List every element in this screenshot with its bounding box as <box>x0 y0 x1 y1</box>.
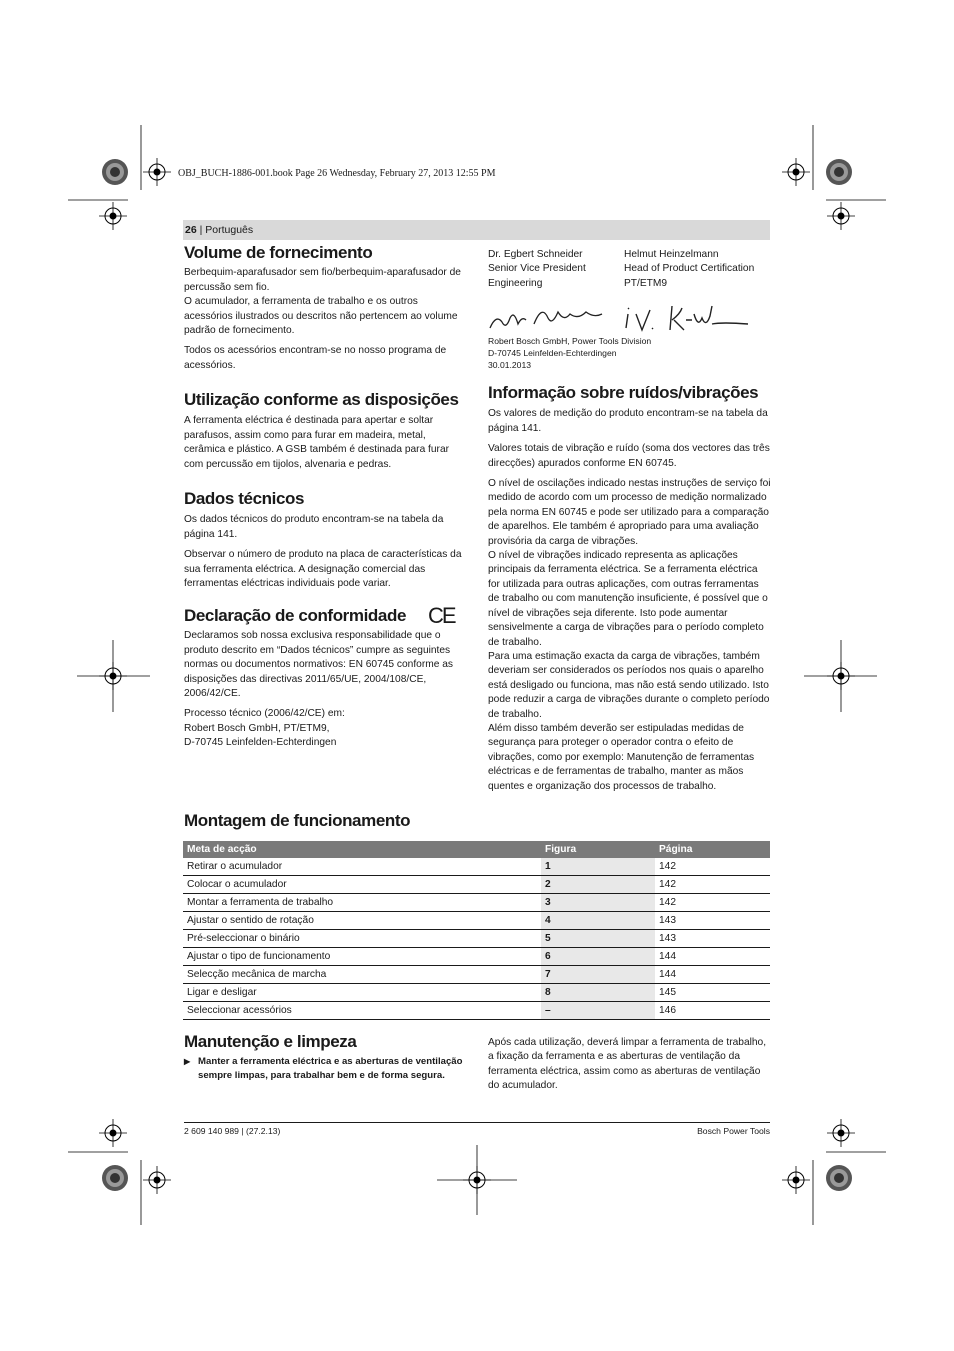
dados-p1: Os dados técnicos do produto encontram-se na tabela da página 141. <box>184 514 444 540</box>
ruidos-p3: O nível de oscilações indicado nestas instruções de serviço foi medido de acordo com um processo de medição normalizado pela norma EN 60745 e pode ser utilizado para a comparação de aparelhos. Ele também é apropriado para uma avaliação provisória da carga de vibrações. <box>488 478 771 547</box>
declaracao-p2-l2: Robert Bosch GmbH, PT/ETM9, <box>184 722 330 734</box>
cell-figure: 3 <box>541 894 655 912</box>
cell-action: Ajustar o sentido de rotação <box>183 912 541 930</box>
cell-page: 142 <box>655 894 770 912</box>
cell-action: Selecção mecânica de marcha <box>183 966 541 984</box>
ruidos-p2: Valores totais de vibração e ruído (soma dos vectores das três direcções) apurados conforme EN 60745. <box>488 443 770 469</box>
cell-action: Ligar e desligar <box>183 984 541 1002</box>
header-language: Português <box>205 224 254 236</box>
col-header-pagina: Página <box>655 841 770 858</box>
table-row <box>183 912 770 930</box>
heading-manutencao: Manutenção e limpeza <box>184 1032 357 1051</box>
montagem-table <box>183 841 770 1020</box>
col-header-figura: Figura <box>541 841 655 858</box>
signatory-footer <box>488 336 771 371</box>
heading-utilizacao: Utilização conforme as disposições <box>184 390 459 409</box>
bullet-arrow-icon: ▶ <box>184 1057 191 1067</box>
table-row <box>183 858 770 876</box>
cell-figure: 4 <box>541 912 655 930</box>
section-montagem <box>184 811 410 831</box>
cell-action: Seleccionar acessórios <box>183 1002 541 1020</box>
heading-declaracao: Declaração de conformidade <box>184 606 407 625</box>
signatory-company: Robert Bosch GmbH, Power Tools Division <box>488 336 652 346</box>
signatory-right-dept: PT/ETM9 <box>624 277 668 289</box>
cell-figure: 2 <box>541 876 655 894</box>
cell-figure: 7 <box>541 966 655 984</box>
ruidos-p5: Para uma estimação exacta da carga de vibrações, também deveriam ser considerados os períodos nos quais o aparelho está desligado ou funciona, mas não está sendo utilizado. Isto pode reduzir a carga de vibrações durante o completo período de trabalho. <box>488 650 770 720</box>
cell-action: Retirar o acumulador <box>183 858 541 876</box>
montagem-table-wrap <box>183 841 770 1020</box>
signatory-date: 30.01.2013 <box>488 359 532 370</box>
section-dados <box>184 489 467 597</box>
cell-figure: 5 <box>541 930 655 948</box>
heading-ruidos: Informação sobre ruídos/vibrações <box>488 383 759 402</box>
table-row <box>183 966 770 984</box>
manutencao-p1: Após cada utilização, deverá limpar a ferramenta de trabalho, a fixação da ferramenta e as aberturas de ventilação da ferramenta eléctrica, assim como as aberturas de ventilação do acumulador. <box>488 1037 767 1092</box>
signatory-left-name: Dr. Egbert Schneider <box>488 249 583 260</box>
cell-action: Ajustar o tipo de funcionamento <box>183 948 541 966</box>
cell-action: Pré-seleccionar o binário <box>183 930 541 948</box>
footer-left: 2 609 140 989 | (27.2.13) <box>184 1126 281 1136</box>
col-header-meta: Meta de acção <box>183 841 541 858</box>
handwritten-signatures <box>486 300 756 336</box>
page-header <box>183 220 770 240</box>
cell-action: Colocar o acumulador <box>183 876 541 894</box>
table-row <box>183 984 770 1002</box>
cell-action: Montar a ferramenta de trabalho <box>183 894 541 912</box>
signatory-left-dept: Engineering <box>488 277 543 289</box>
table-header-row <box>183 841 770 858</box>
table-row <box>183 894 770 912</box>
volume-p2: O acumulador, a ferramenta de trabalho e os outros acessórios ilustrados ou descritos não pertencem ao volume padrão de fornecimento. <box>184 296 458 337</box>
header-separator: | <box>199 224 203 236</box>
declaracao-p2-l3: D-70745 Leinfelden-Echterdingen <box>184 737 337 749</box>
signatory-right-name: Helmut Heinzelmann <box>624 249 719 260</box>
cell-page: 142 <box>655 876 770 894</box>
table-row <box>183 876 770 894</box>
heading-montagem: Montagem de funcionamento <box>184 811 411 830</box>
cell-figure: 1 <box>541 858 655 876</box>
cell-page: 144 <box>655 966 770 984</box>
section-volume <box>184 243 467 379</box>
cell-page: 142 <box>655 858 770 876</box>
print-info-line: OBJ_BUCH-1886-001.book Page 26 Wednesday, February 27, 2013 12:55 PM <box>178 168 496 179</box>
page-number: 26 <box>185 224 197 236</box>
manutencao-warning: Manter a ferramenta eléctrica e as aberturas de ventilação sempre limpas, para trabalhar bem e de forma segura. <box>198 1056 463 1081</box>
ce-mark-icon: CE <box>428 603 455 628</box>
declaracao-p1: Declaramos sob nossa exclusiva responsabilidade que o produto descrito em “Dados técnicos” cumpre as seguintes normas ou documentos normativos: EN 60745 conforme as disposições das directivas 2011/65/UE, 2004/108/CE, 2006/42/CE. <box>184 630 453 700</box>
signatory-address: D-70745 Leinfelden-Echterdingen <box>488 347 617 358</box>
footer-right: Bosch Power Tools <box>697 1126 770 1136</box>
cell-page: 143 <box>655 930 770 948</box>
ruidos-p1: Os valores de medição do produto encontram-se na tabela da página 141. <box>488 408 768 434</box>
cell-figure: – <box>541 1002 655 1020</box>
ruidos-p6: Além disso também deverão ser estipuladas medidas de segurança para proteger o operador contra o efeito de vibrações, como por exemplo: Manutenção de ferramentas eléctricas e de ferramentas de trabalho, manter as mãos quentes e organização dos processos de trabalho. <box>488 722 755 792</box>
table-row <box>183 948 770 966</box>
signatory-left-title: Senior Vice President <box>488 263 586 275</box>
heading-volume: Volume de fornecimento <box>184 243 373 262</box>
table-row <box>183 1002 770 1020</box>
volume-p3: Todos os acessórios encontram-se no nosso programa de acessórios. <box>184 345 447 371</box>
cell-page: 144 <box>655 948 770 966</box>
utilizacao-p1: A ferramenta eléctrica é destinada para apertar e soltar parafusos, assim como para furar em madeira, metal, cerâmica e plástico. A GSB também é destinada para furar com percussão em tijolos, alvenaria e pedras. <box>184 415 450 470</box>
ruidos-p4: O nível de vibrações indicado representa as aplicações principais da ferramenta eléctrica. Se a ferramenta eléctrica for utilizada para outras aplicações, com outras ferramentas de trabalho ou com manutenção insuficiente, é possível que o nível de vibrações seja diferente. Isto pode aumentar sensivelmente a carga de vibrações para o período completo de trabalho. <box>488 550 768 648</box>
manutencao-p1-wrap <box>488 1036 771 1100</box>
section-utilizacao <box>184 390 467 478</box>
cell-figure: 8 <box>541 984 655 1002</box>
cell-page: 145 <box>655 984 770 1002</box>
footer-rule <box>184 1122 770 1123</box>
table-row <box>183 930 770 948</box>
section-declaracao <box>184 603 467 751</box>
heading-dados: Dados técnicos <box>184 489 305 508</box>
cell-page: 146 <box>655 1002 770 1020</box>
cell-page: 143 <box>655 912 770 930</box>
declaracao-p2-l1: Processo técnico (2006/42/CE) em: <box>184 708 345 720</box>
section-ruidos <box>488 383 771 794</box>
dados-p2: Observar o número de produto na placa de características da sua ferramenta eléctrica. A designação comercial das ferramentas eléctricas individuais pode variar. <box>184 549 462 590</box>
signatory-right-title: Head of Product Certification <box>624 263 755 275</box>
cell-figure: 6 <box>541 948 655 966</box>
section-manutencao <box>184 1032 467 1083</box>
volume-p1: Berbequim-aparafusador sem fio/berbequim-aparafusador de percussão sem fio. <box>184 267 461 293</box>
